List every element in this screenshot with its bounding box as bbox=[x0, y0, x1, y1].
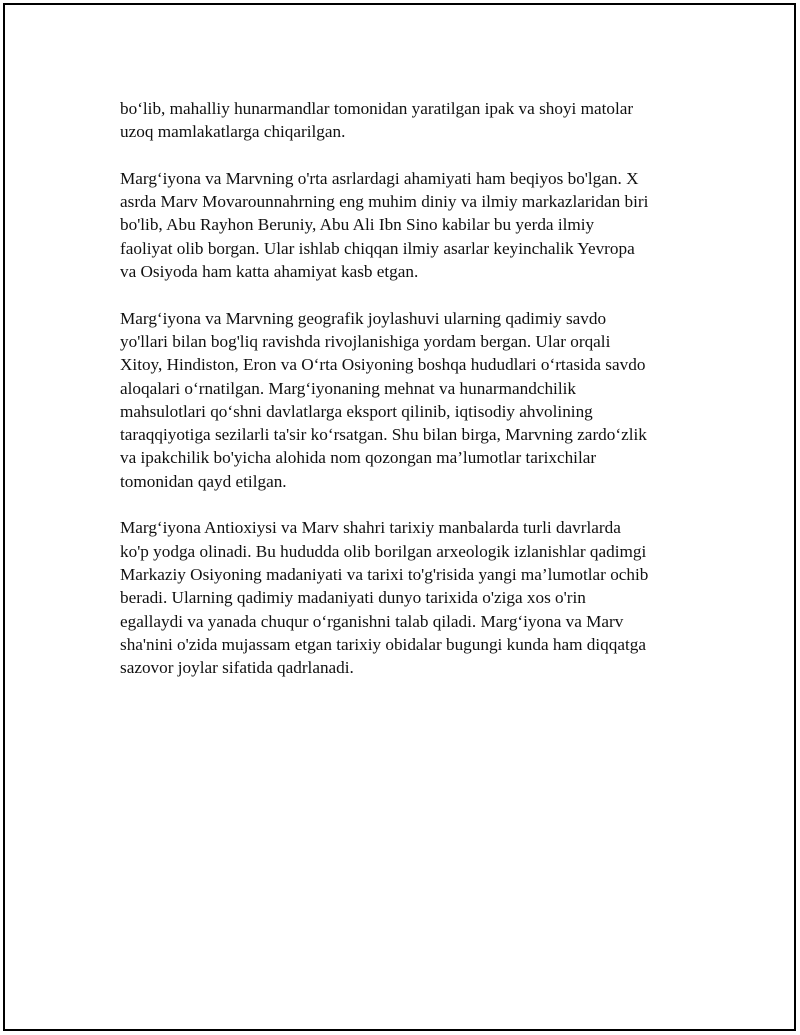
text-line: bo'lib, Abu Rayhon Beruniy, Abu Ali Ibn Sino kabilar bu yerda ilmiy bbox=[120, 215, 595, 235]
paragraph bbox=[120, 167, 690, 283]
text-line: uzoq mamlakatlarga chiqarilgan. bbox=[120, 122, 346, 142]
text-line: beradi. Ularning qadimiy madaniyati dunyo tarixida o'ziga xos o'rin bbox=[120, 588, 586, 608]
text-line: tomonidan qayd etilgan. bbox=[120, 471, 287, 491]
paragraph bbox=[120, 307, 690, 493]
paragraph bbox=[120, 97, 690, 144]
text-line: egallaydi va yanada chuqur o‘rganishni talab qiladi. Marg‘iyona va Marv bbox=[120, 611, 624, 631]
text-line: Marg‘iyona va Marvning geografik joylashuvi ularning qadimiy savdo bbox=[120, 308, 607, 328]
text-line: Xitoy, Hindiston, Eron va O‘rta Osiyoning boshqa hududlari o‘rtasida savdo bbox=[120, 355, 646, 375]
text-line: ko'p yodga olinadi. Bu hududda olib borilgan arxeologik izlanishlar qadimgi bbox=[120, 541, 647, 561]
text-line: bo‘lib, mahalliy hunarmandlar tomonidan yaratilgan ipak va shoyi matolar bbox=[120, 99, 634, 118]
text-line: taraqqiyotiga sezilarli ta'sir ko‘rsatgan. Shu bilan birga, Marvning zardo‘zlik bbox=[120, 425, 647, 445]
text-line: va Osiyoda ham katta ahamiyat kasb etgan. bbox=[120, 262, 419, 282]
text-line: sha'nini o'zida mujassam etgan tarixiy obidalar bugungi kunda ham diqqatga bbox=[120, 634, 646, 654]
text-line: mahsulotlari qo‘shni davlatlarga eksport qilinib, iqtisodiy ahvolining bbox=[120, 401, 593, 421]
paragraph bbox=[120, 516, 690, 679]
text-line: sazovor joylar sifatida qadrlanadi. bbox=[120, 658, 354, 678]
text-line: Markaziy Osiyoning madaniyati va tarixi to'g'risida yangi ma’lumotlar ochib bbox=[120, 564, 649, 584]
text-line: Marg‘iyona Antioxiysi va Marv shahri tarixiy manbalarda turli davrlarda bbox=[120, 518, 621, 538]
text-line: asrda Marv Movarounnahrning eng muhim diniy va ilmiy markazlaridan biri bbox=[120, 192, 649, 212]
text-line: yo'llari bilan bog'liq ravishda rivojlanishiga yordam bergan. Ular orqali bbox=[120, 331, 611, 351]
text-line: aloqalari o‘rnatilgan. Marg‘iyonaning mehnat va hunarmandchilik bbox=[120, 378, 576, 398]
text-line: va ipakchilik bo'yicha alohida nom qozongan ma’lumotlar tarixchilar bbox=[120, 448, 597, 468]
document-page bbox=[3, 3, 796, 1031]
text-line: Marg‘iyona va Marvning o'rta asrlardagi ahamiyati ham beqiyos bo'lgan. X bbox=[120, 168, 639, 188]
document-body bbox=[120, 97, 690, 703]
text-line: faoliyat olib borgan. Ular ishlab chiqqan ilmiy asarlar keyinchalik Yevropa bbox=[120, 238, 635, 258]
